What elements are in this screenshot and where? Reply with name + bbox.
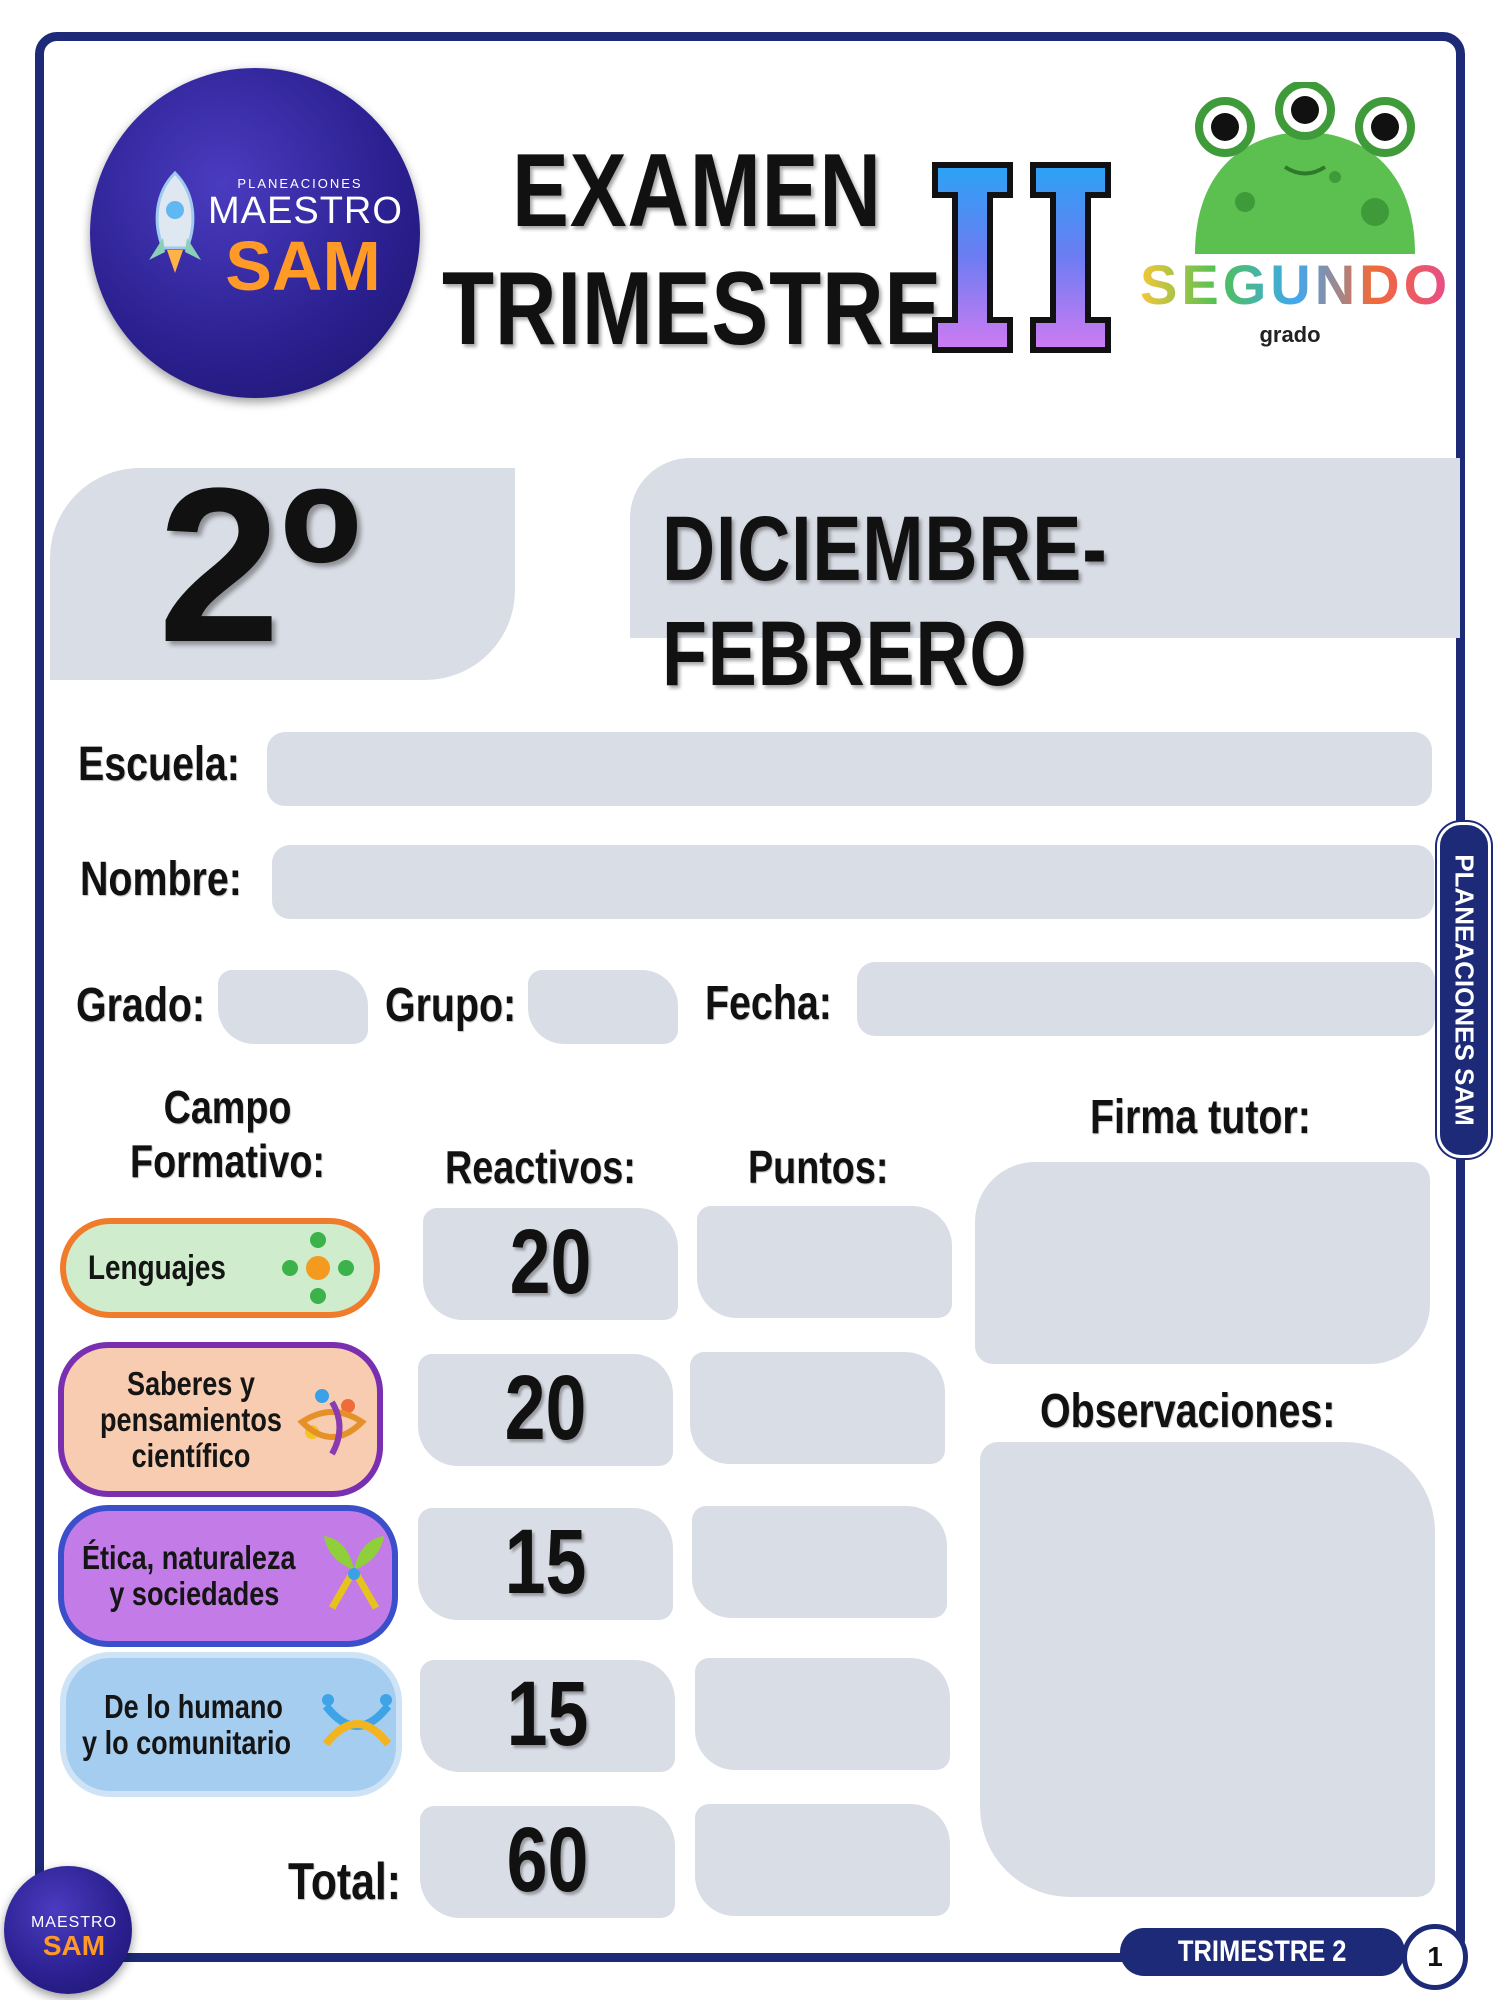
campo-humano-line1: De lo humano [104,1687,283,1725]
trimester-numeral [930,160,1115,355]
grade-word [1140,252,1452,317]
trimester-footer-tab [1120,1928,1405,1976]
campo-header [105,1080,350,1188]
campo-etica-line1: Ética, naturaleza [82,1539,296,1576]
campo-header-line2: Formativo: [130,1135,325,1187]
campo-humano-line2: y lo comunitario [82,1723,291,1761]
exam-title-line1: EXAMEN [512,133,882,249]
grade-word-text: SEGUNDO [1140,253,1452,316]
grupo-label: Grupo: [385,979,517,1032]
logo-top-text: PLANEACIONES [237,176,363,191]
page-number-text: 1 [1427,1941,1443,1972]
puntos-field-4[interactable] [695,1658,950,1770]
logo-name: MAESTRO [208,190,403,232]
grade-number: 2º [158,442,361,688]
campo-lenguajes-label: Lenguajes [88,1249,226,1287]
numeral-text: II [1022,280,1023,281]
total-label: Total: [288,1853,401,1911]
small-logo-brand: SAM [42,1930,106,1961]
firma-field[interactable] [975,1162,1430,1364]
campo-etica-line2: y sociedades [109,1575,280,1612]
saberes-icon [292,1382,372,1462]
puntos-field-2[interactable] [690,1352,945,1464]
logo-brand: SAM [225,227,381,305]
reactivos-value-1: 20 [509,1211,592,1313]
campo-etica-text [82,1540,332,1612]
side-tab [1437,822,1491,1158]
humano-icon [318,1686,396,1764]
grado-label: Grado: [76,979,206,1032]
campo-saberes-line2: pensamientos [100,1400,282,1438]
campo-saberes-line3: científico [131,1436,251,1474]
observaciones-label: Observaciones: [1040,1385,1336,1438]
total-value: 60 [506,1809,589,1911]
puntos-field-3[interactable] [692,1506,947,1618]
page-number [1402,1924,1468,1990]
campo-header-line1: Campo [163,1081,292,1133]
maestro-sam-logo [90,68,420,398]
maestro-sam-logo-small [4,1866,132,1994]
campo-saberes-text [76,1366,306,1474]
monster-icon [1185,82,1425,257]
campo-humano-text [82,1689,332,1761]
nombre-label: Nombre: [80,853,242,906]
exam-title-line2: TRIMESTRE [442,251,943,367]
reactivos-value-3: 15 [504,1511,587,1613]
fecha-field[interactable] [857,962,1435,1036]
nombre-field[interactable] [272,845,1434,919]
puntos-field-1[interactable] [697,1206,952,1318]
rocket-icon [135,168,215,278]
campo-saberes-line1: Saberes y [127,1364,255,1402]
puntos-header: Puntos: [748,1141,889,1193]
escuela-field[interactable] [267,732,1432,806]
fecha-label: Fecha: [705,977,832,1030]
escuela-label: Escuela: [78,738,240,791]
trimester-footer-text: TRIMESTRE 2 [1178,1935,1347,1968]
grado-field[interactable] [218,970,368,1044]
etica-icon [318,1530,390,1614]
grade-sub: grado [1259,322,1321,347]
firma-label: Firma tutor: [1090,1091,1311,1144]
reactivos-value-2: 20 [504,1357,587,1459]
total-puntos-field[interactable] [695,1804,950,1916]
reactivos-header: Reactivos: [445,1141,636,1193]
lenguajes-icon [278,1228,358,1308]
small-logo-name: MAESTRO [30,1914,118,1931]
period-text: DICIEMBRE-FEBRERO [662,498,1108,705]
observaciones-field[interactable] [980,1442,1435,1897]
grupo-field[interactable] [528,970,678,1044]
side-tab-text: PLANEACIONES SAM [1449,854,1480,1126]
reactivos-value-4: 15 [506,1663,589,1765]
